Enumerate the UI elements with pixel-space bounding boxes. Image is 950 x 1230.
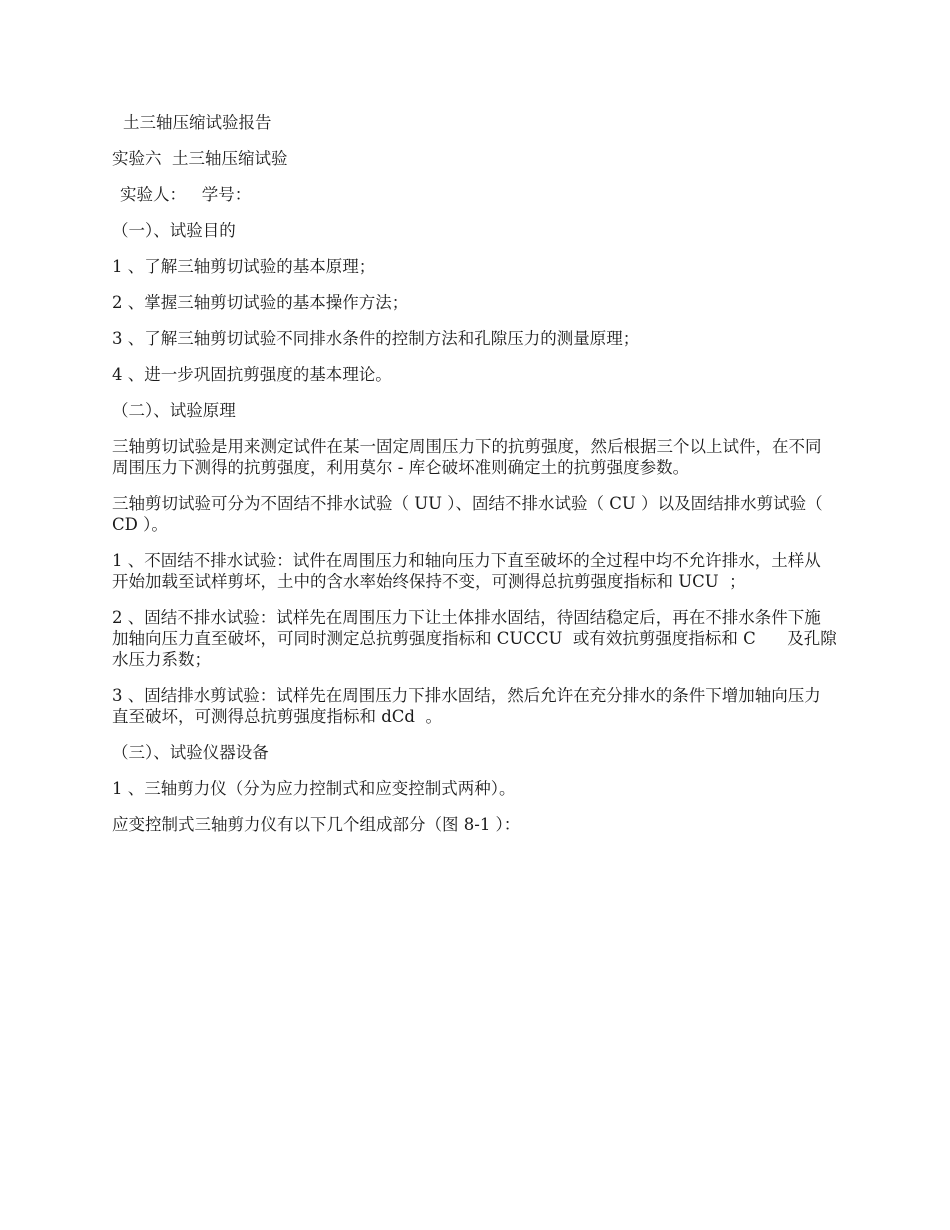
- purpose-item: 2 、掌握三轴剪切试验的基本操作方法；: [112, 293, 409, 312]
- equipment-paragraph: 应变控制式三轴剪力仪有以下几个组成部分（图 8-1 ）：: [112, 815, 521, 834]
- principle-item-cd: 3 、固结排水剪试验：试样先在周围压力下排水固结，然后允许在充分排水的条件下增加轴向压力直至破坏，可测得总抗剪强度指标和 dCd 。: [112, 686, 821, 726]
- document-page: [112, 112, 837, 850]
- purpose-item: 1 、了解三轴剪切试验的基本原理；: [112, 257, 376, 276]
- principle-paragraph: 三轴剪切试验是用来测定试件在某一固定周围压力下的抗剪强度，然后根据三个以上试件，在不同周围压力下测得的抗剪强度，利用莫尔 - 库仑破坏准则确定土的抗剪强度参数。: [112, 437, 822, 477]
- equipment-item: 1 、三轴剪力仪（分为应力控制式和应变控制式两种）。: [112, 779, 516, 798]
- principle-item-uu: 1 、不固结不排水试验：试件在周围压力和轴向压力下直至破坏的全过程中均不允许排水，土样从开始加载至试样剪坏，土中的含水率始终保持不变，可测得总抗剪强度指标和 UCU ；: [112, 551, 821, 591]
- experiment-heading: 实验六 土三轴压缩试验: [112, 149, 288, 168]
- document-title: 土三轴压缩试验报告: [123, 113, 272, 132]
- section-heading-purpose: （一）、试验目的: [112, 221, 236, 240]
- section-heading-principle: （二）、试验原理: [112, 401, 236, 420]
- principle-paragraph: 三轴剪切试验可分为不固结不排水试验（ UU ）、固结不排水试验（ CU ）以及固结排水剪试验（ CD ）。: [112, 494, 828, 534]
- section-heading-equipment: （三）、试验仪器设备: [112, 743, 269, 762]
- experimenter-line: 实验人： 学号：: [120, 185, 252, 204]
- purpose-item: 4 、进一步巩固抗剪强度的基本理论。: [112, 365, 392, 384]
- purpose-item: 3 、了解三轴剪切试验不同排水条件的控制方法和孔隙压力的测量原理；: [112, 329, 640, 348]
- principle-item-cu: 2 、固结不排水试验：试样先在周围压力下让土体排水固结，待固结稳定后，再在不排水条件下施加轴向压力直至破坏，可同时测定总抗剪强度指标和 CUCCU 或有效抗剪强度指标和 C 及孔隙水压力系数；: [112, 608, 837, 669]
